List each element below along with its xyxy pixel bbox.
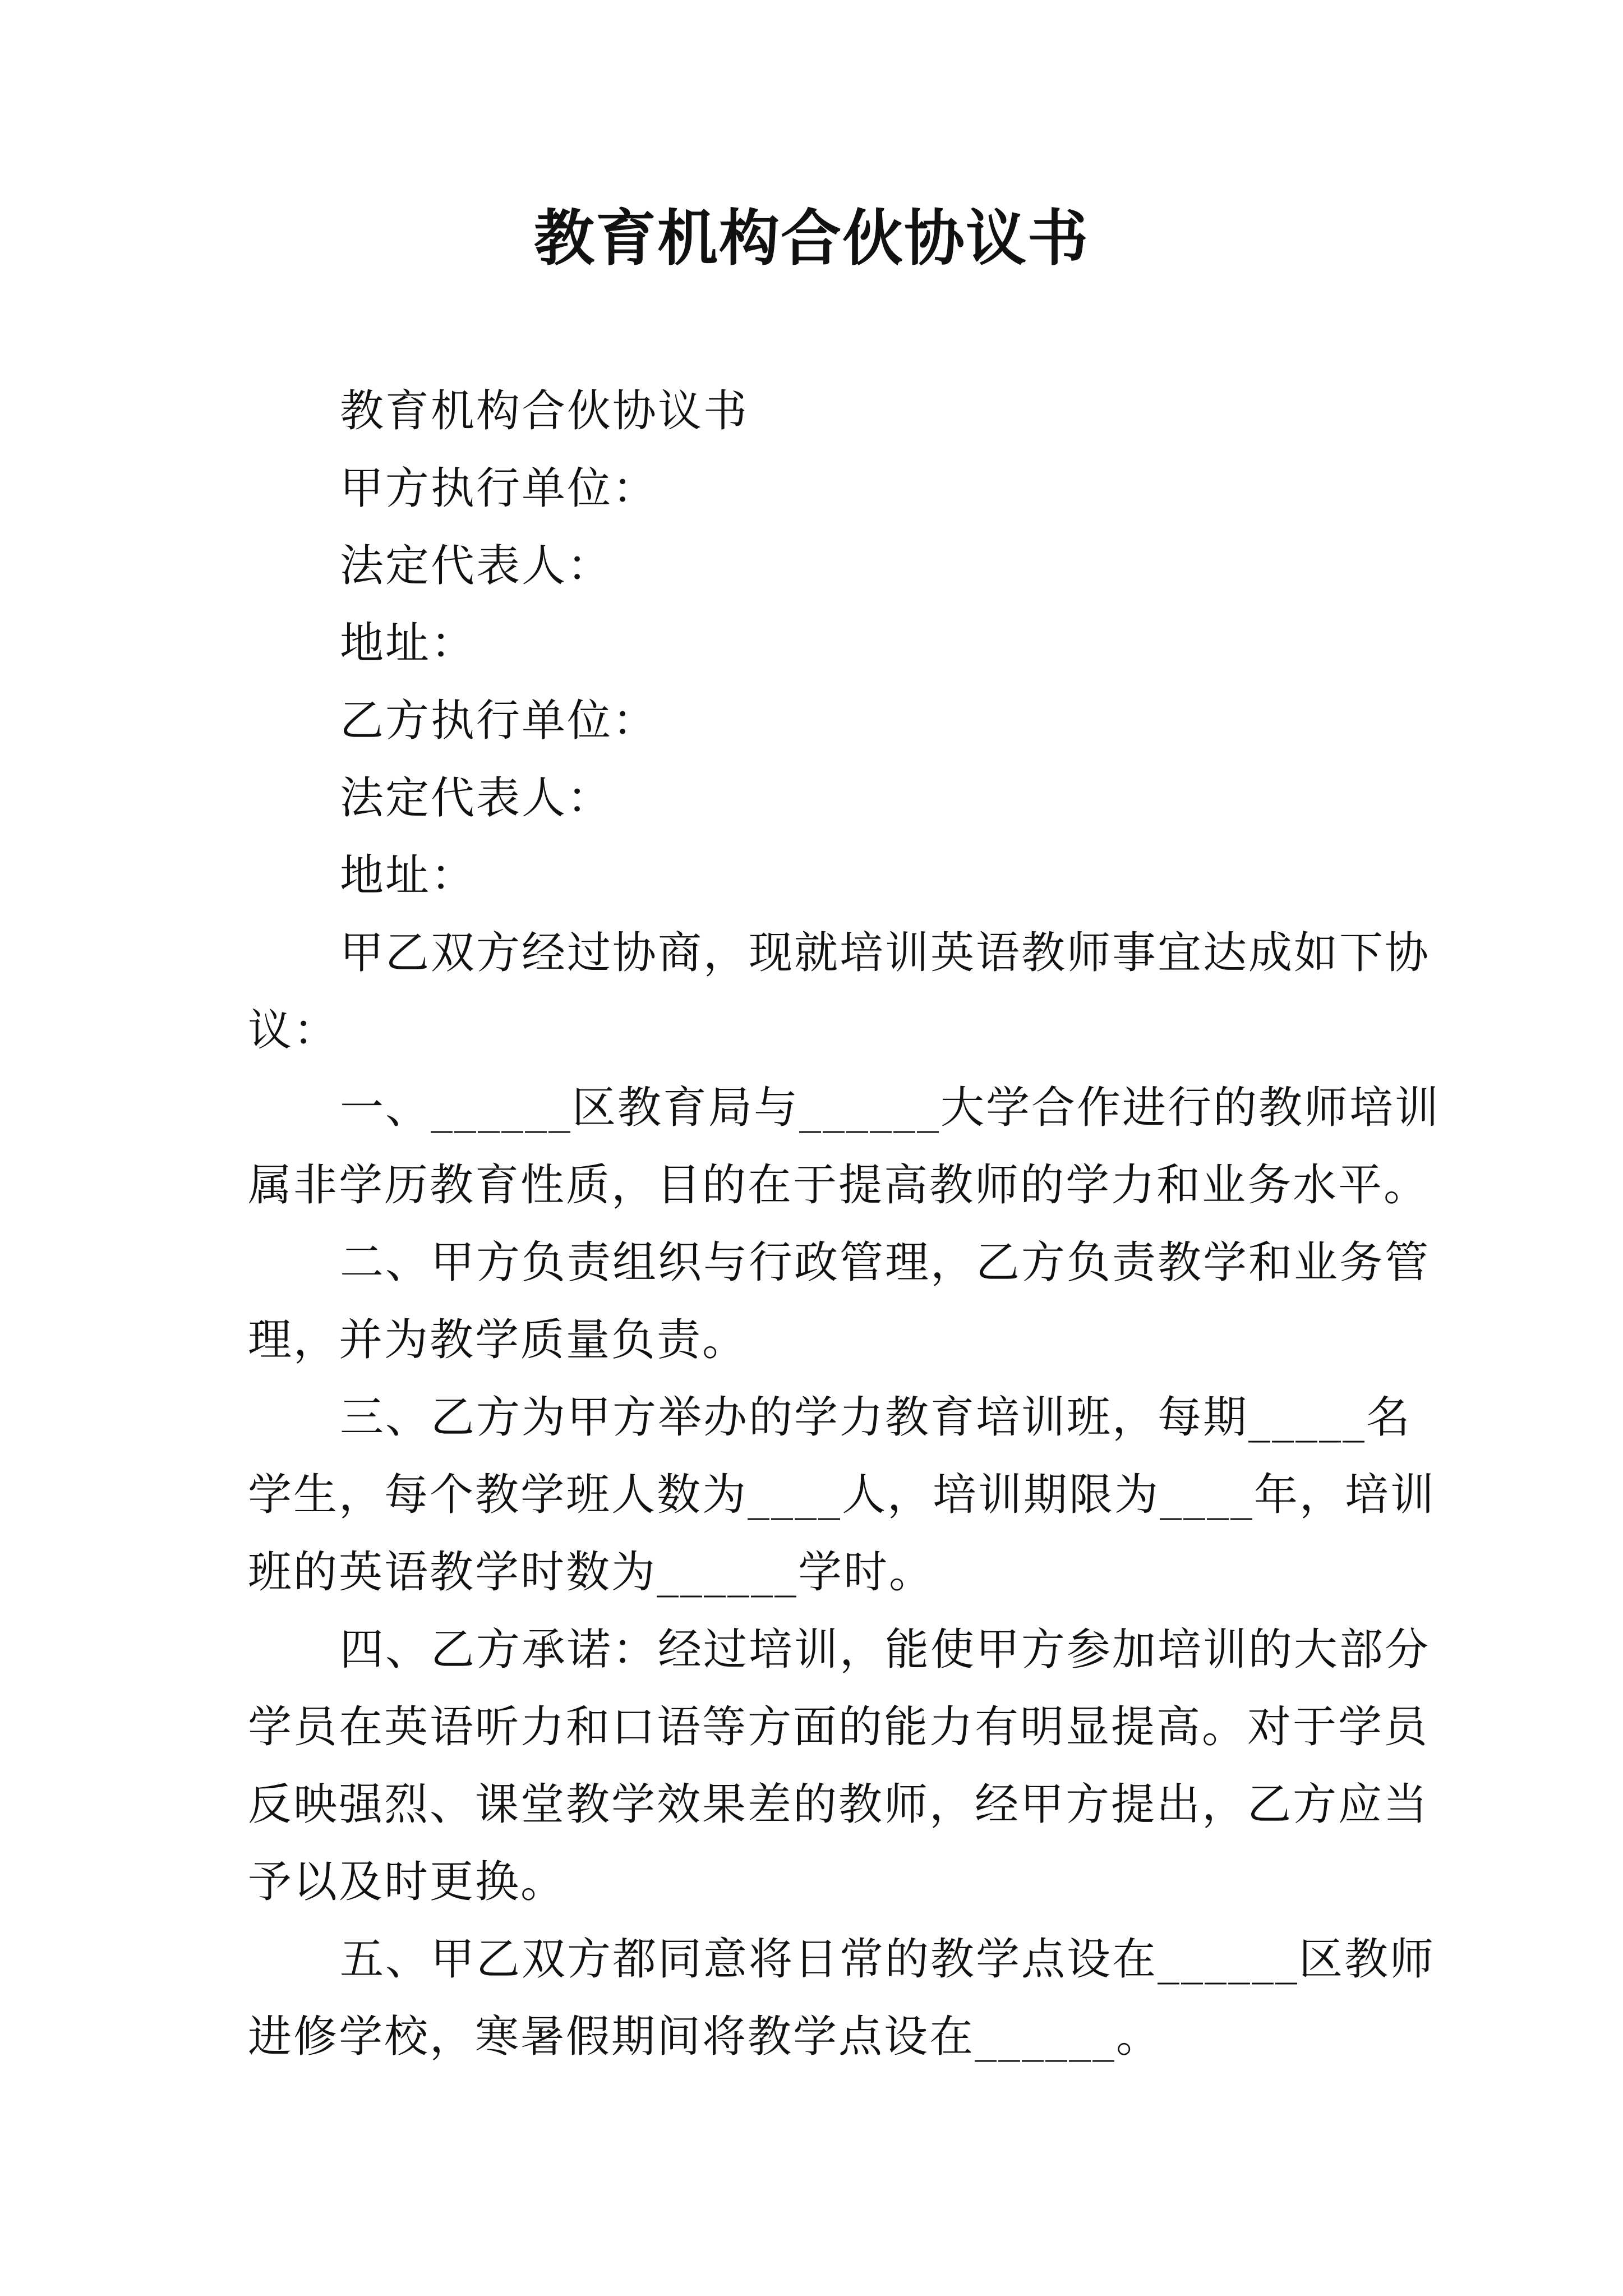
clause-3-line-3: 班的英语教学时数为______学时。: [248, 1547, 935, 1598]
party-a-representative: 法定代表人：: [340, 541, 613, 591]
clause-2-line-1: 二、甲方负责组织与行政管理，乙方负责教学和业务管: [340, 1237, 1431, 1288]
party-a-unit: 甲方执行单位：: [340, 463, 658, 514]
party-b-unit: 乙方执行单位：: [340, 696, 658, 746]
party-b-representative: 法定代表人：: [340, 773, 613, 823]
party-b-address: 地址：: [340, 850, 477, 901]
clause-1-line-1: 一、______区教育局与______大学合作进行的教师培训: [340, 1083, 1441, 1133]
clause-3-line-1: 三、乙方为甲方举办的学力教育培训班，每期_____名: [340, 1392, 1412, 1443]
document-body: [248, 372, 1441, 2076]
clause-5-line-1: 五、甲乙双方都同意将日常的教学点设在______区教师: [340, 1934, 1436, 1985]
clause-4-line-3: 反映强烈、课堂教学效果差的教师，经甲方提出，乙方应当: [248, 1779, 1430, 1830]
clause-4-line-2: 学员在英语听力和口语等方面的能力有明显提高。对于学员: [248, 1702, 1430, 1752]
document-title: 教育机构合伙协议书: [533, 203, 1089, 274]
clause-3-line-2: 学生，每个教学班人数为____人，培训期限为____年，培训: [248, 1470, 1436, 1520]
preamble-line-2: 议：: [248, 1005, 339, 1056]
subtitle-line: 教育机构合伙协议书: [340, 386, 749, 436]
clause-4-line-4: 予以及时更换。: [248, 1857, 566, 1907]
clause-4-line-1: 四、乙方承诺：经过培训，能使甲方参加培训的大部分: [340, 1625, 1431, 1675]
clause-5-line-2: 进修学校，寒暑假期间将教学点设在______。: [248, 2012, 1162, 2062]
clause-2-line-2: 理，并为教学质量负责。: [248, 1315, 748, 1365]
clause-1-line-2: 属非学历教育性质，目的在于提高教师的学力和业务水平。: [248, 1160, 1430, 1211]
party-a-address: 地址：: [340, 618, 477, 669]
preamble-line-1: 甲乙双方经过协商，现就培训英语教师事宜达成如下协: [340, 928, 1431, 978]
